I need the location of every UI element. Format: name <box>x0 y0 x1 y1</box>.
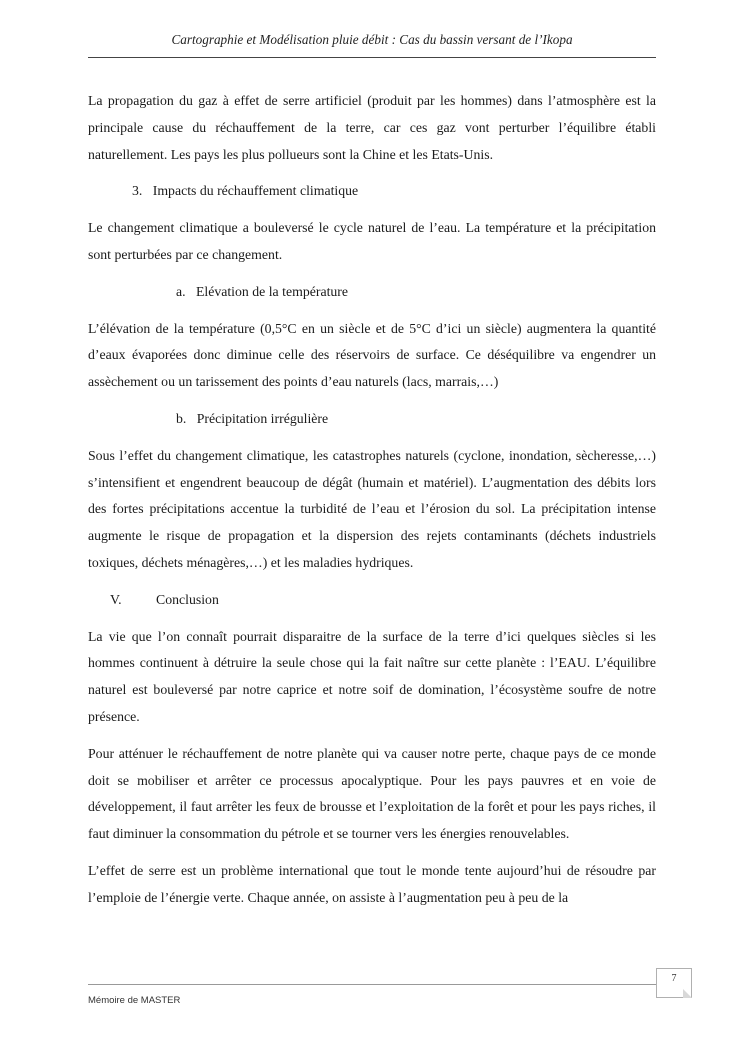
heading-roman-number: V. <box>110 591 122 607</box>
heading-conclusion <box>88 587 656 614</box>
heading-text: Conclusion <box>156 591 219 607</box>
paragraph-precipitation: Sous l’effet du changement climatique, les catastrophes naturels (cyclone, inondation, sècheresse,…) s’intensifient et engendrent beaucoup de dégât (humain et matériel). L’augmentation des débits lors des fortes précipitations accentue la turbidité de l’eau et l’érosion du sol. La précipitation intense augmente le risque de propagation et la dispersion des rejets contaminants (déchets industriels toxiques, déchets ménagères,…) et les maladies hydriques. <box>88 447 656 570</box>
running-header: Cartographie et Modélisation pluie débit : Cas du bassin versant de l’Ikopa <box>171 32 573 47</box>
page-body <box>88 88 656 922</box>
heading-number: 3. <box>132 183 143 199</box>
page-number: 7 <box>671 973 677 984</box>
page-number-box <box>656 968 692 998</box>
header-divider <box>88 57 656 58</box>
page-curl-icon <box>683 989 692 998</box>
paragraph-conclusion-2: Pour atténuer le réchauffement de notre planète qui va causer notre perte, chaque pays de ce monde doit se mobiliser et arrêter ce processus apocalyptique. Pour les pays pauvres et en voie de développement, il faut arrêter les feux de brousse et l’exploitation de la forêt et pour les pays riches, il faut diminuer la consommation du pétrole et se tourner vers les énergies renouvelables. <box>88 745 656 842</box>
heading-letter: b. <box>176 410 187 426</box>
heading-text: Impacts du réchauffement climatique <box>152 183 359 199</box>
paragraph-temperature: L’élévation de la température (0,5°C en un siècle et de 5°C d’ici un siècle) augmentera la quantité d’eaux évaporées donc diminue celle des réservoirs de surface. Ce déséquilibre va engendrer un assèchement ou un tarissement des points d’eau naturels (lacs, marrais,…) <box>88 320 656 390</box>
paragraph-conclusion-3: L’effet de serre est un problème international que tout le monde tente aujourd’hui de résoudre par l’emploie de l’énergie verte. Chaque année, on assiste à l’augmentation peu à peu de la <box>88 862 656 905</box>
paragraph-water-cycle: Le changement climatique a bouleversé le cycle naturel de l’eau. La température et la précipitation sont perturbées par ce changement. <box>88 220 656 262</box>
heading-precipitation <box>88 406 656 433</box>
paragraph-conclusion-1: La vie que l’on connaît pourrait disparaitre de la surface de la terre d’ici quelques siècles si les hommes continuent à détruire la seule chose qui la fait naître sur cette planète : l’EAU. L’équilibre naturel est bouleversé par notre caprice et notre soif de domination, l’écosystème soufre de notre présence. <box>88 628 656 724</box>
heading-text: Elévation de la température <box>195 283 349 299</box>
footer-divider <box>88 984 656 985</box>
footer-label: Mémoire de MASTER <box>88 995 181 1006</box>
paragraph-greenhouse-gases: La propagation du gaz à effet de serre artificiel (produit par les hommes) dans l’atmosphère est la principale cause du réchauffement de la terre, car ces gaz vont perturber l’équilibre établi naturellement. Les pays les plus pollueurs sont la Chine et les Etats-Unis. <box>88 93 656 162</box>
heading-letter: a. <box>176 283 186 299</box>
heading-temperature <box>88 279 656 306</box>
heading-impacts <box>88 178 656 205</box>
heading-text: Précipitation irrégulière <box>196 410 329 426</box>
